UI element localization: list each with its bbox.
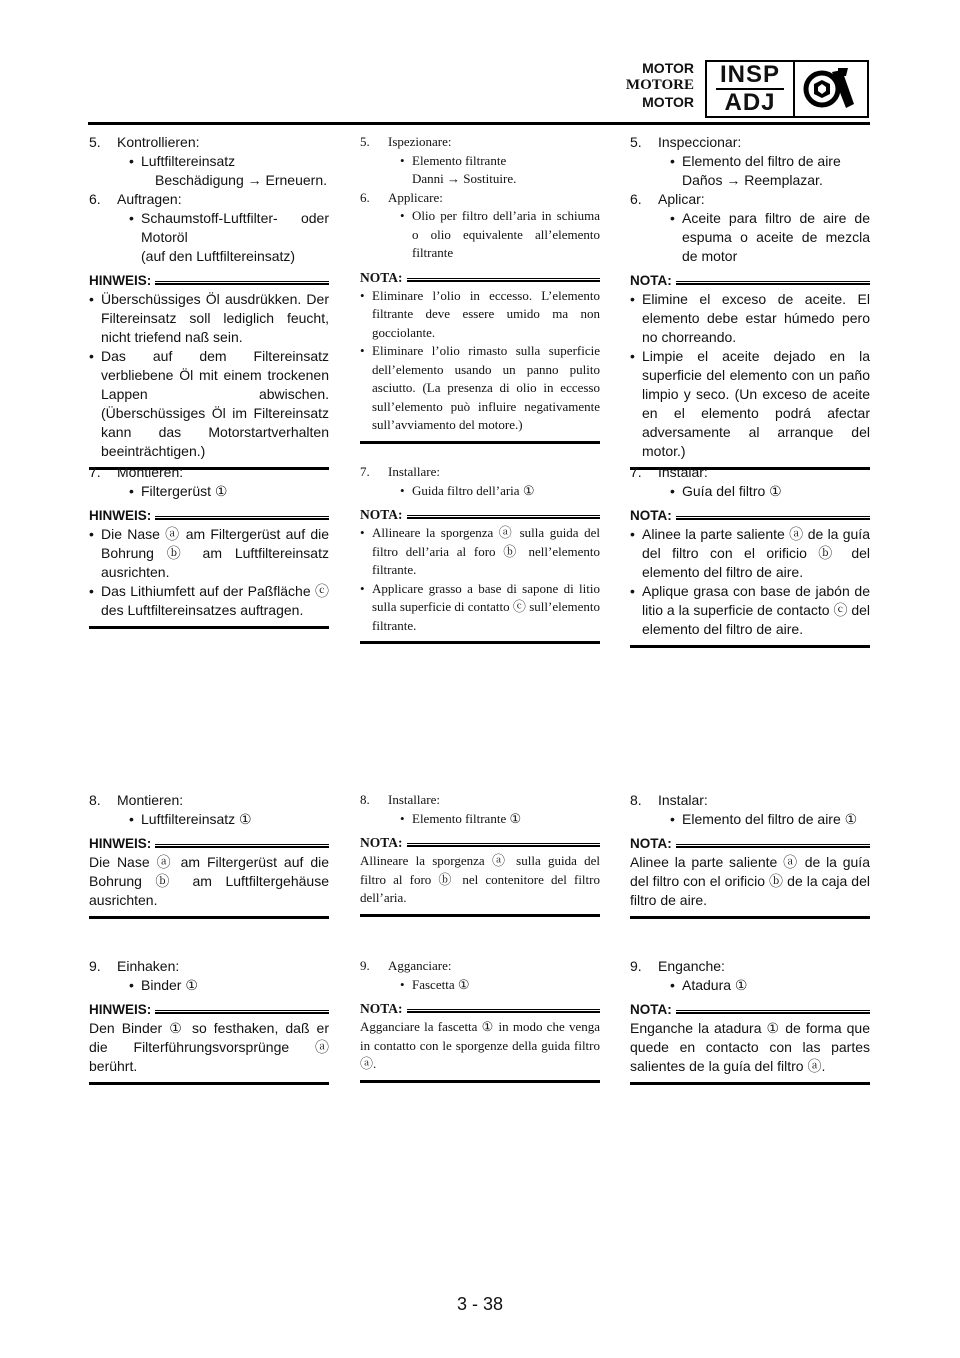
page-number: 3 - 38 [456, 1294, 504, 1314]
it-note4-label: NOTA: [360, 1001, 403, 1016]
it-note1-bullet1: • Eliminare l’olio in eccesso. L’elemento filtrante deve essere umido ma non gocciolante. [360, 287, 600, 343]
es-step5-item: • Elemento del filtro de aire [630, 152, 870, 171]
it-step5-sub: Danni → Sostituire. [412, 171, 517, 186]
de-step9-title: Einhaken: [117, 958, 180, 974]
es-block-1: 5. Inspeccionar: • Elemento del filtro de aire Daños → Reemplazar. 6. Aplicar: • Aceite para filtro de aire de espuma o aceite de mezcla de motor NOTA: • Elimine el exceso de aceite. El elemento debe estar húmedo pero no chorreando. • Limpie el aceite dejado en la superficie del elemento con un paño limpio y seco. (Un exceso de aceite en el elemento podrá afectar adversamente al arranque del motor.) [630, 133, 870, 470]
es-step9-title: Enganche: [658, 958, 725, 974]
it-note4-text: Agganciare la fascetta ① in modo che venga in contatto con le sporgenze della guida filtro ⓐ. [360, 1019, 600, 1071]
it-block-4: 9. Agganciare: • Fascetta ① NOTA: Agganciare la fascetta ① in modo che venga in contatto con le sporgenze della guida filtro ⓐ. [360, 957, 600, 1083]
es-step7-item: • Guía del filtro ① [630, 482, 870, 501]
de-step6-title: Auftragen: [117, 191, 182, 207]
it-note1-label: NOTA: [360, 269, 403, 285]
es-step6-item: • Aceite para filtro de aire de espuma o aceite de mezcla de motor [630, 209, 870, 266]
de-note1-label: HINWEIS: [89, 273, 152, 288]
de-note3-label: HINWEIS: [89, 836, 152, 851]
insp-adj-badge [705, 60, 869, 118]
es-note4-label: NOTA: [630, 1002, 672, 1017]
wrench-icon [795, 62, 867, 116]
de-step6-item: • Schaumstoff-Luftfilter- oder Motoröl [89, 209, 329, 247]
de-step8-item: • Luftfiltereinsatz ① [89, 810, 329, 829]
de-step6-sub: (auf den Luftfiltereinsatz) [141, 248, 296, 264]
es-block-4: 9. Enganche: • Atadura ① NOTA: Enganche la atadura ① de forma que quede en contacto con las partes salientes de la guía del filtro ⓐ. [630, 957, 870, 1085]
it-block-2: 7. Installare: • Guida filtro dell’aria ① NOTA: • Allineare la sporgenza ⓐ sulla guida del filtro dell’aria al foro ⓑ nell’elemento filtrante. • Applicare grasso a base di sapone di litio sulla superficie di contatto ⓒ sull’elemento filtrante. [360, 463, 600, 644]
it-step7-item: • Guida filtro dell’aria ① [360, 482, 600, 501]
de-note4-text: Den Binder ① so festhaken, daß er die Filterführungsvorsprünge ⓐ berührt. [89, 1020, 329, 1074]
it-step7-title: Installare: [388, 464, 440, 479]
it-step5-item: • Elemento filtrante [360, 152, 600, 171]
it-step5-title: Ispezionare: [388, 134, 452, 149]
section-label-de: MOTOR [642, 60, 694, 76]
de-step9-item: • Binder ① [89, 976, 329, 995]
de-note1-bullet2: • Das auf dem Filtereinsatz verbliebene Öl mit einem trockenen Lappen abwischen. (Überschüssiges Öl im Filtereinsatz kann das Motorstartverhalten beeinträchtigen.) [89, 347, 329, 461]
de-note3-text: Die Nase ⓐ am Filtergerüst auf die Bohrung ⓑ am Luftfiltergehäuse ausrichten. [89, 854, 329, 908]
de-block-3: 8. Montieren: • Luftfiltereinsatz ① HINWEIS: Die Nase ⓐ am Filtergerüst auf die Bohrung ⓑ am Luftfiltergehäuse ausrichten. [89, 791, 329, 919]
es-note2-label: NOTA: [630, 508, 672, 523]
es-note1-bullet2: • Limpie el aceite dejado en la superficie del elemento con un paño limpio y seco. (Un exceso de aceite en el elemento podrá afectar adversamente al arranque del motor.) [630, 347, 870, 461]
de-note2-label: HINWEIS: [89, 508, 152, 523]
it-note2-label: NOTA: [360, 507, 403, 522]
it-note1-bullet2: • Eliminare l’olio rimasto sulla superficie dell’elemento usando un panno pulito asciutto. (La presenza di olio in eccesso sull’elemento può influire negativamente sull’avviamento del motore.) [360, 342, 600, 435]
it-note2-bullet2: • Applicare grasso a base di sapone di litio sulla superficie di contatto ⓒ sull’elemento filtrante. [360, 580, 600, 636]
it-step9-title: Agganciare: [388, 958, 452, 973]
es-step8-title: Instalar: [658, 792, 708, 808]
es-note2-bullet2: • Aplique grasa con base de jabón de litio a la superficie de contacto ⓒ del elemento del filtro de aire. [630, 582, 870, 639]
de-note2-bullet2: • Das Lithiumfett auf der Paßfläche ⓒ des Luftfiltereinsatzes auftragen. [89, 582, 329, 620]
de-step8-title: Montieren: [117, 792, 184, 808]
section-labels [626, 60, 694, 111]
section-label-es: MOTOR [642, 94, 694, 110]
it-step9-item: • Fascetta ① [360, 976, 600, 995]
de-note2-bullet1: • Die Nase ⓐ am Filtergerüst auf die Bohrung ⓑ am Luftfiltereinsatz ausrichten. [89, 525, 329, 582]
de-note1-bullet1: • Überschüssiges Öl ausdrükken. Der Filtereinsatz soll lediglich feucht, nicht triefend naß sein. [89, 290, 329, 347]
es-step9-item: • Atadura ① [630, 976, 870, 995]
es-step5-sub: Daños → Reemplazar. [682, 172, 823, 188]
it-step8-title: Installare: [388, 792, 440, 807]
es-note4-text: Enganche la atadura ① de forma que quede en contacto con las partes salientes de la guía del filtro ⓐ. [630, 1020, 870, 1074]
es-block-2: 7. Instalar: • Guía del filtro ① NOTA: • Alinee la parte saliente ⓐ de la guía del filtro con el orificio ⓑ del elemento del filtro de aire. • Aplique grasa con base de jabón de litio a la superficie de contacto ⓒ del elemento del filtro de aire. [630, 463, 870, 648]
it-note3-label: NOTA: [360, 835, 403, 850]
es-note3-label: NOTA: [630, 836, 672, 851]
es-note3-text: Alinee la parte saliente ⓐ de la guía del filtro con el orificio ⓑ de la caja del filtro de aire. [630, 854, 870, 908]
es-step8-item: • Elemento del filtro de aire ① [630, 810, 870, 829]
de-step5-title: Kontrollieren: [117, 134, 200, 150]
es-block-3: 8. Instalar: • Elemento del filtro de aire ① NOTA: Alinee la parte saliente ⓐ de la guía del filtro con el orificio ⓑ de la caja del filtro de aire. [630, 791, 870, 919]
it-step8-item: • Elemento filtrante ① [360, 810, 600, 829]
es-note1-label: NOTA: [630, 273, 672, 288]
de-step5-sub: Beschädigung → Erneuern. [155, 172, 327, 188]
section-label-it: MOTORE [625, 77, 694, 93]
it-step6-item: • Olio per filtro dell’aria in schiuma o olio equivalente all’elemento filtrante [360, 207, 600, 263]
es-step5-title: Inspeccionar: [658, 134, 742, 150]
badge-top: INSP [716, 62, 784, 90]
es-step6-title: Aplicar: [658, 191, 705, 207]
header-rule [88, 122, 870, 125]
es-note2-bullet1: • Alinee la parte saliente ⓐ de la guía del filtro con el orificio ⓑ del elemento del filtro de aire. [630, 525, 870, 582]
es-note1-bullet1: • Elimine el exceso de aceite. El elemento debe estar húmedo pero no chorreando. [630, 290, 870, 347]
de-block-4: 9. Einhaken: • Binder ① HINWEIS: Den Binder ① so festhaken, daß er die Filterführungsvorsprünge ⓐ berührt. [89, 957, 329, 1085]
it-note3-text: Allineare la sporgenza ⓐ sulla guida del filtro al foro ⓑ nel contenitore del filtro dell’aria. [360, 853, 600, 905]
es-step7-title: Instalar: [658, 464, 708, 480]
badge-bottom: ADJ [724, 89, 776, 116]
it-note2-bullet1: • Allineare la sporgenza ⓐ sulla guida del filtro dell’aria al foro ⓑ nell’elemento filtrante. [360, 524, 600, 580]
it-block-1: 5. Ispezionare: • Elemento filtrante Danni → Sostituire. 6. Applicare: • Olio per filtro dell’aria in schiuma o olio equivalente all’elemento filtrante NOTA: • Eliminare l’olio in eccesso. L’elemento filtrante deve essere umido ma non gocciolante. • Eliminare l’olio rimasto sulla superficie dell’elemento usando un panno pulito asciutto. (La presenza di olio in eccesso sull’elemento può influire negativamente sull’avviamento del motore.) [360, 133, 600, 444]
de-block-1: 5. Kontrollieren: • Luftfiltereinsatz Beschädigung → Erneuern. 6. Auftragen: • Schaumstoff-Luftfilter- oder Motoröl (auf den Luftfiltereinsatz) HINWEIS: • Überschüssiges Öl ausdrükken. Der Filtereinsatz soll lediglich feucht, nicht triefend naß sein. • Das auf dem Filtereinsatz verbliebene Öl mit einem trockenen Lappen abwischen. (Überschüssiges Öl im Filtereinsatz kann das Motorstartverhalten beeinträchtigen.) [89, 133, 329, 470]
de-step7-item: • Filtergerüst ① [89, 482, 329, 501]
de-step5-item: • Luftfiltereinsatz [89, 152, 329, 171]
it-block-3: 8. Installare: • Elemento filtrante ① NOTA: Allineare la sporgenza ⓐ sulla guida del filtro al foro ⓑ nel contenitore del filtro dell’aria. [360, 791, 600, 917]
de-block-2: 7. Montieren: • Filtergerüst ① HINWEIS: • Die Nase ⓐ am Filtergerüst auf die Bohrung ⓑ am Luftfiltereinsatz ausrichten. • Das Lithiumfett auf der Paßfläche ⓒ des Luftfiltereinsatzes auftragen. [89, 463, 329, 629]
de-step7-title: Montieren: [117, 464, 184, 480]
it-step6-title: Applicare: [388, 189, 443, 205]
de-note4-label: HINWEIS: [89, 1002, 152, 1017]
